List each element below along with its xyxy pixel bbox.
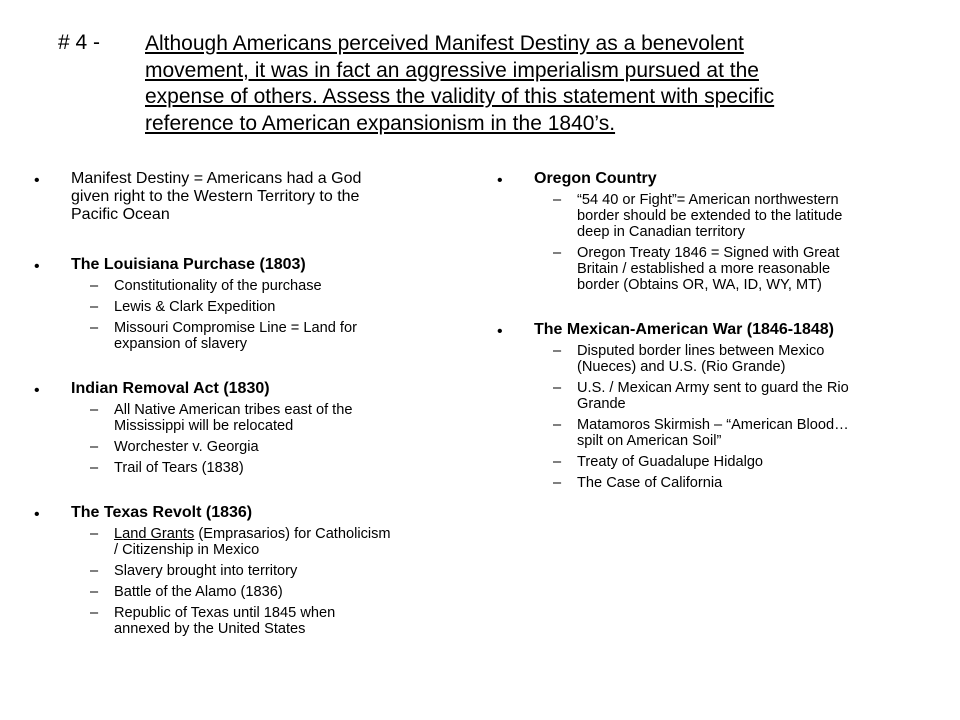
item-text: border (Obtains OR, WA, ID, WY, MT) [577,277,822,293]
item-text: The Case of California [577,475,723,491]
list-item [553,343,947,375]
item-text: expansion of slavery [114,336,248,352]
dash-icon: – [553,417,562,433]
title-line: expense of others. Assess the validity of this statement with specific [145,85,775,108]
item-text: Slavery brought into territory [114,563,298,579]
item-text: Constitutionality of the purchase [114,278,322,294]
intro-bullet [34,170,484,224]
question-number: # 4 - [58,31,101,54]
list-item [90,563,484,579]
list-item [90,605,484,637]
dash-icon: – [90,278,99,294]
dash-icon: – [90,439,99,455]
item-text: Trail of Tears (1838) [114,460,244,476]
item-text: Oregon Treaty 1846 = Signed with Great [577,245,840,261]
oregon-heading: Oregon Country [534,170,657,187]
intro-text [71,170,484,224]
bullet-icon: • [34,506,40,523]
item-text: “54 40 or Fight”= American northwestern [577,192,839,208]
list-item [553,245,947,293]
page-title [145,31,865,137]
item-text: Grande [577,396,626,412]
list-item [90,584,484,600]
intro-line: given right to the Western Territory to the [71,188,360,205]
item-text: All Native American tribes east of the [114,402,353,418]
left-column [34,170,484,637]
list-item [90,460,484,476]
item-text: Treaty of Guadalupe Hidalgo [577,454,764,470]
item-text: (Nueces) and U.S. (Rio Grande) [577,359,786,375]
list-item [90,402,484,434]
dash-icon: – [90,605,99,621]
item-text [90,526,484,542]
mexican-war-section [497,321,947,491]
item-text: / Citizenship in Mexico [114,542,260,558]
dash-icon: – [553,245,562,261]
dash-icon: – [553,454,562,470]
bullet-icon: • [497,172,503,189]
dash-icon: – [90,584,99,600]
bullet-icon: • [34,172,40,189]
list-item [90,299,484,315]
intro-line: Manifest Destiny = Americans had a God [71,170,362,187]
item-text: Republic of Texas until 1845 when [114,605,336,621]
oregon-section [497,170,947,293]
title-line: Although Americans perceived Manifest Destiny as a benevolent [145,32,744,55]
list-item [553,417,947,449]
list-item [553,475,947,491]
list-item [90,526,484,558]
item-text: annexed by the United States [114,621,306,637]
dash-icon: – [553,192,562,208]
item-text: Lewis & Clark Expedition [114,299,276,315]
item-text-rest: (Emprasarios) for Catholicism [194,526,391,542]
item-text: spilt on American Soil” [577,433,722,449]
title-line: movement, it was in fact an aggressive imperialism pursued at the [145,58,759,82]
item-text: Matamoros Skirmish – “American Blood… [577,417,849,433]
land-grants-link-text: Land Grants [114,526,195,542]
texas-section [34,504,484,637]
title-line: reference to American expansionism in the 1840’s. [145,111,616,135]
item-text: border should be extended to the latitude [577,208,843,224]
item-text: Battle of the Alamo (1836) [114,584,283,600]
dash-icon: – [90,402,99,418]
bullet-icon: • [34,258,40,275]
list-item [553,380,947,412]
indian-removal-heading: Indian Removal Act (1830) [71,380,270,397]
bullet-icon: • [34,382,40,399]
dash-icon: – [90,563,99,579]
dash-icon: – [553,380,562,396]
item-text: Worchester v. Georgia [114,439,259,455]
item-text: Mississippi will be relocated [114,418,294,434]
texas-heading: The Texas Revolt (1836) [71,504,253,521]
item-text: U.S. / Mexican Army sent to guard the Rio [577,380,849,396]
item-text: Disputed border lines between Mexico [577,343,825,359]
intro-line: Pacific Ocean [71,206,170,223]
list-item [90,320,484,352]
indian-removal-section [34,380,484,476]
item-text: deep in Canadian territory [577,224,745,240]
list-item [90,278,484,294]
list-item [90,439,484,455]
louisiana-section [34,256,484,352]
dash-icon: – [553,475,562,491]
right-column [497,170,947,491]
bullet-icon: • [497,323,503,340]
mexican-war-heading: The Mexican-American War (1846-1848) [534,321,834,338]
list-item [553,454,947,470]
item-text: Britain / established a more reasonable [577,261,831,277]
item-text: Missouri Compromise Line = Land for [114,320,357,336]
dash-icon: – [90,320,99,336]
list-item [553,192,947,240]
dash-icon: – [90,526,99,542]
louisiana-heading: The Louisiana Purchase (1803) [71,256,306,273]
dash-icon: – [90,299,99,315]
dash-icon: – [90,460,99,476]
dash-icon: – [553,343,562,359]
